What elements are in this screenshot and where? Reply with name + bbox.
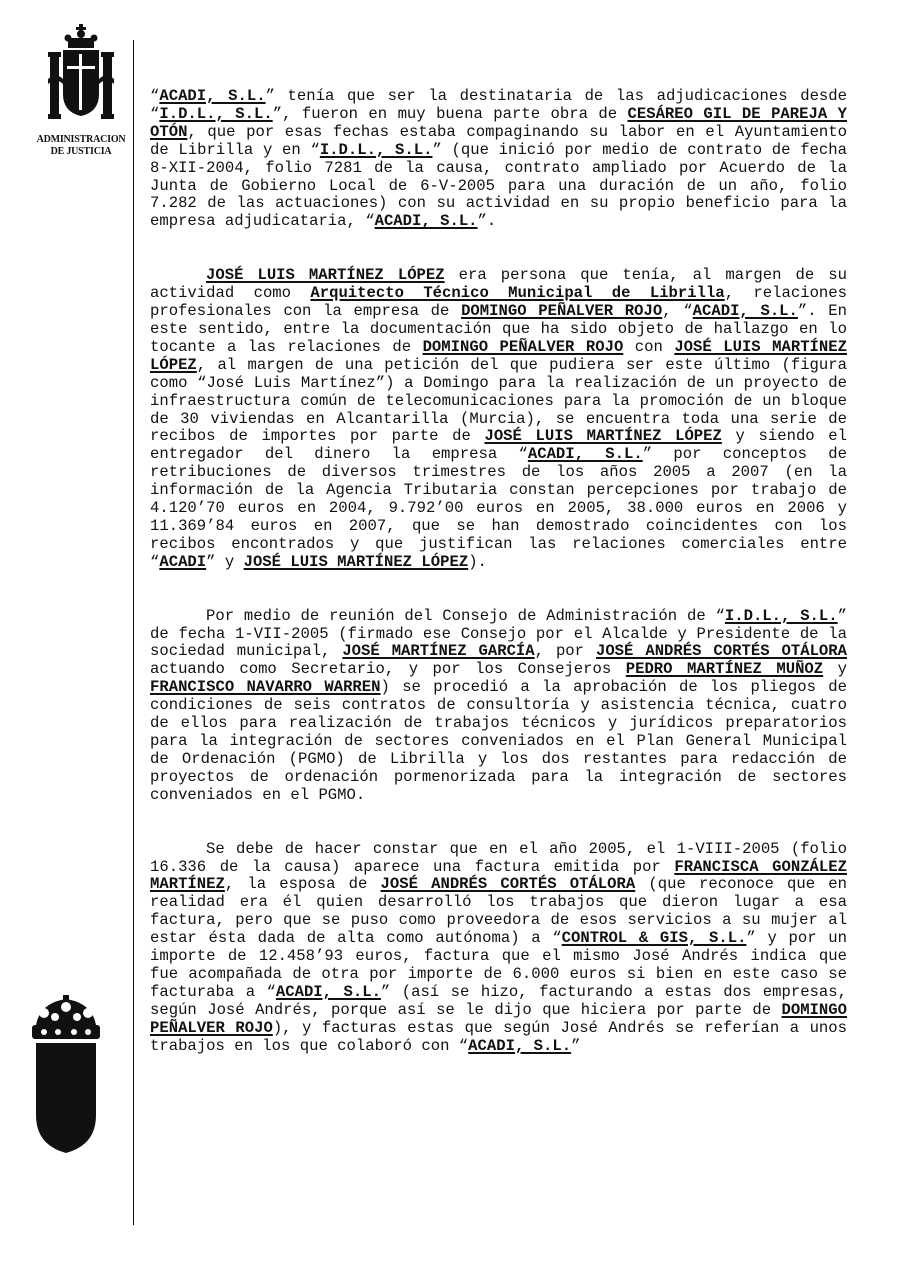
coat-of-arms-icon <box>48 24 114 124</box>
text-run: ” (que inició por medio de contrato de fecha 8-XII-2004, folio 7281 de la causa, contrato ampliado por Acuerdo de la Junta de Gobierno Local de 6-V-2005 para una duración de un año, folio 7.282 de las actuaciones) con su actividad en su propio beneficio para la empresa adjudicataria, “ <box>150 140 847 231</box>
murcia-crest-logo <box>30 995 102 1160</box>
paragraph-3 <box>150 608 847 805</box>
regional-coat-of-arms-icon <box>30 995 102 1155</box>
highlighted-name: CESÁREO GIL DE PAREJA Y OTÓN <box>150 104 847 141</box>
text-run: y siendo el entregador del dinero la empresa “ <box>150 427 848 464</box>
paragraph-2 <box>150 267 847 571</box>
highlighted-name: JOSÉ LUIS MARTÍNEZ LÓPEZ <box>484 427 722 446</box>
highlighted-name: FRANCISCA GONZÁLEZ MARTÍNEZ <box>150 857 847 894</box>
text-run: , por <box>534 642 596 661</box>
text-run: ”. En este sentido, entre la documentación que ha sido objeto de hallazgo en lo tocante a las relaciones de <box>150 302 848 356</box>
text-run: ” (así se hizo, facturando a estas dos empresas, según José Andrés, porque así se le dijo que hiciera por parte de <box>150 982 847 1019</box>
highlighted-name: ACADI <box>159 552 207 571</box>
text-run: Se debe de hacer constar que en el año 2005, el 1-VIII-2005 (folio 16.336 de la causa) aparece una factura emitida por <box>150 839 847 876</box>
highlighted-name: JOSÉ LUIS MARTÍNEZ LÓPEZ <box>206 266 445 285</box>
highlighted-name: ACADI, S.L. <box>275 982 381 1001</box>
text-run: ” por conceptos de retribuciones de diversos trimestres de los años 2005 a 2007 (en la información de la Agencia Tributaria constan percepciones por trabajo de 4.120’70 euros en 2004, 9.792’00 euros en 2005, 38.000 euros en 2006 y 11.369’84 euros en 2007, que se han demostrado coincidentes con los recibos encontrados y que justifican las relaciones comerciales entre “ <box>150 445 847 571</box>
text-run: era persona que tenía, al margen de su actividad como <box>150 266 847 303</box>
text-run: , que por esas fechas estaba compaginando su labor en el Ayuntamiento de Librilla y en “ <box>150 122 847 159</box>
highlighted-name: ACADI, S.L. <box>527 445 643 464</box>
text-run: ). <box>468 552 487 571</box>
highlighted-name: DOMINGO PEÑALVER ROJO <box>150 1000 847 1037</box>
highlighted-name: DOMINGO PEÑALVER ROJO <box>422 337 624 356</box>
paragraph-1 <box>150 88 847 231</box>
highlighted-name: ACADI, S.L. <box>374 212 478 231</box>
text-run: ” y por un importe de 12.458’93 euros, factura que el mismo José Andrés indica que fue acompañada de otra por importe de 6.000 euros si bien en este caso se facturaba a “ <box>150 929 847 1001</box>
highlighted-name: JOSÉ LUIS MARTÍNEZ LÓPEZ <box>243 552 469 571</box>
highlighted-name: Arquitecto Técnico Municipal de Librilla <box>310 284 725 303</box>
text-run: , “ <box>662 302 693 321</box>
text-run: , relaciones profesionales con la empresa de <box>150 284 847 321</box>
text-run: ”. <box>477 212 497 231</box>
highlighted-name: JOSÉ MARTÍNEZ GARCÍA <box>342 642 535 661</box>
margin-rule <box>133 40 134 1225</box>
highlighted-name: PEDRO MARTÍNEZ MUÑOZ <box>625 660 824 679</box>
text-run: “ <box>150 87 160 105</box>
text-run: ) se procedió a la aprobación de los pliegos de condiciones de seis contratos de consultoría y asistencia técnica, cuatro de ellos para realización de trabajos técnicos y jurídicos preparatorios para la integración de sectores conveniados en el Plan General Municipal de Ordenación (PGMO) de Librilla y los dos restantes para redacción de proyectos de ordenación pormenorizada para la integración de sectores conveniados en el PGMO. <box>150 678 847 804</box>
text-run: y <box>823 660 848 679</box>
text-run: Por medio de reunión del Consejo de Administración de “ <box>206 606 725 625</box>
justice-crest-logo <box>28 24 134 164</box>
paragraph-4 <box>150 841 847 1056</box>
text-run: , al margen de una petición del que pudiera ser este último (figura como “José Luis Martínez”) a Domingo para la realización de un proyecto de infraestructura común de telecomunicaciones para la promoción de un bloque de 30 viviendas en Alcantarilla (Murcia), se encuentra toda una serie de recibos de importes por parte de <box>150 355 847 446</box>
highlighted-name: JOSÉ LUIS MARTÍNEZ LÓPEZ <box>150 337 847 374</box>
institution-name-line2: DE JUSTICIA <box>50 146 112 157</box>
highlighted-name: CONTROL & GIS, S.L. <box>561 929 747 948</box>
text-run: ” <box>571 1036 581 1055</box>
text-run: actuando como Secretario, y por los Consejeros <box>150 660 626 679</box>
text-run: ” de fecha 1-VII-2005 (firmado ese Consejo por el Alcalde y Presidente de la sociedad municipal, <box>150 606 847 661</box>
highlighted-name: JOSÉ ANDRÉS CORTÉS OTÁLORA <box>595 642 848 661</box>
highlighted-name: I.D.L., S.L. <box>724 606 838 625</box>
text-run: ” y <box>206 552 244 571</box>
highlighted-name: I.D.L., S.L. <box>159 104 273 123</box>
text-run: ” tenía que ser la destinataria de las adjudicaciones desde “ <box>150 87 848 123</box>
institution-name-line1: ADMINISTRACION <box>36 134 126 145</box>
highlighted-name: I.D.L., S.L. <box>319 140 433 159</box>
document-body <box>150 88 847 1056</box>
highlighted-name: DOMINGO PEÑALVER ROJO <box>461 302 663 321</box>
text-run: , la esposa de <box>224 875 381 894</box>
text-run: ”, fueron en muy buena parte obra de <box>272 104 628 123</box>
highlighted-name: ACADI, S.L. <box>468 1036 572 1055</box>
highlighted-name: JOSÉ ANDRÉS CORTÉS OTÁLORA <box>380 875 636 894</box>
highlighted-name: ACADI, S.L. <box>159 87 266 105</box>
highlighted-name: FRANCISCO NAVARRO WARREN <box>150 678 381 697</box>
text-run: ), y facturas estas que según José Andrés se referían a unos trabajos en los que colaboró con “ <box>150 1018 847 1055</box>
text-run: (que reconoce que en realidad era él quien desarrolló los trabajos que dieron lugar a esa factura, pero que se puso como proveedora de esos servicios a su mujer al estar ésta dada de alta como autónoma) a “ <box>150 875 848 948</box>
text-run: con <box>623 337 675 356</box>
highlighted-name: ACADI, S.L. <box>692 302 798 321</box>
